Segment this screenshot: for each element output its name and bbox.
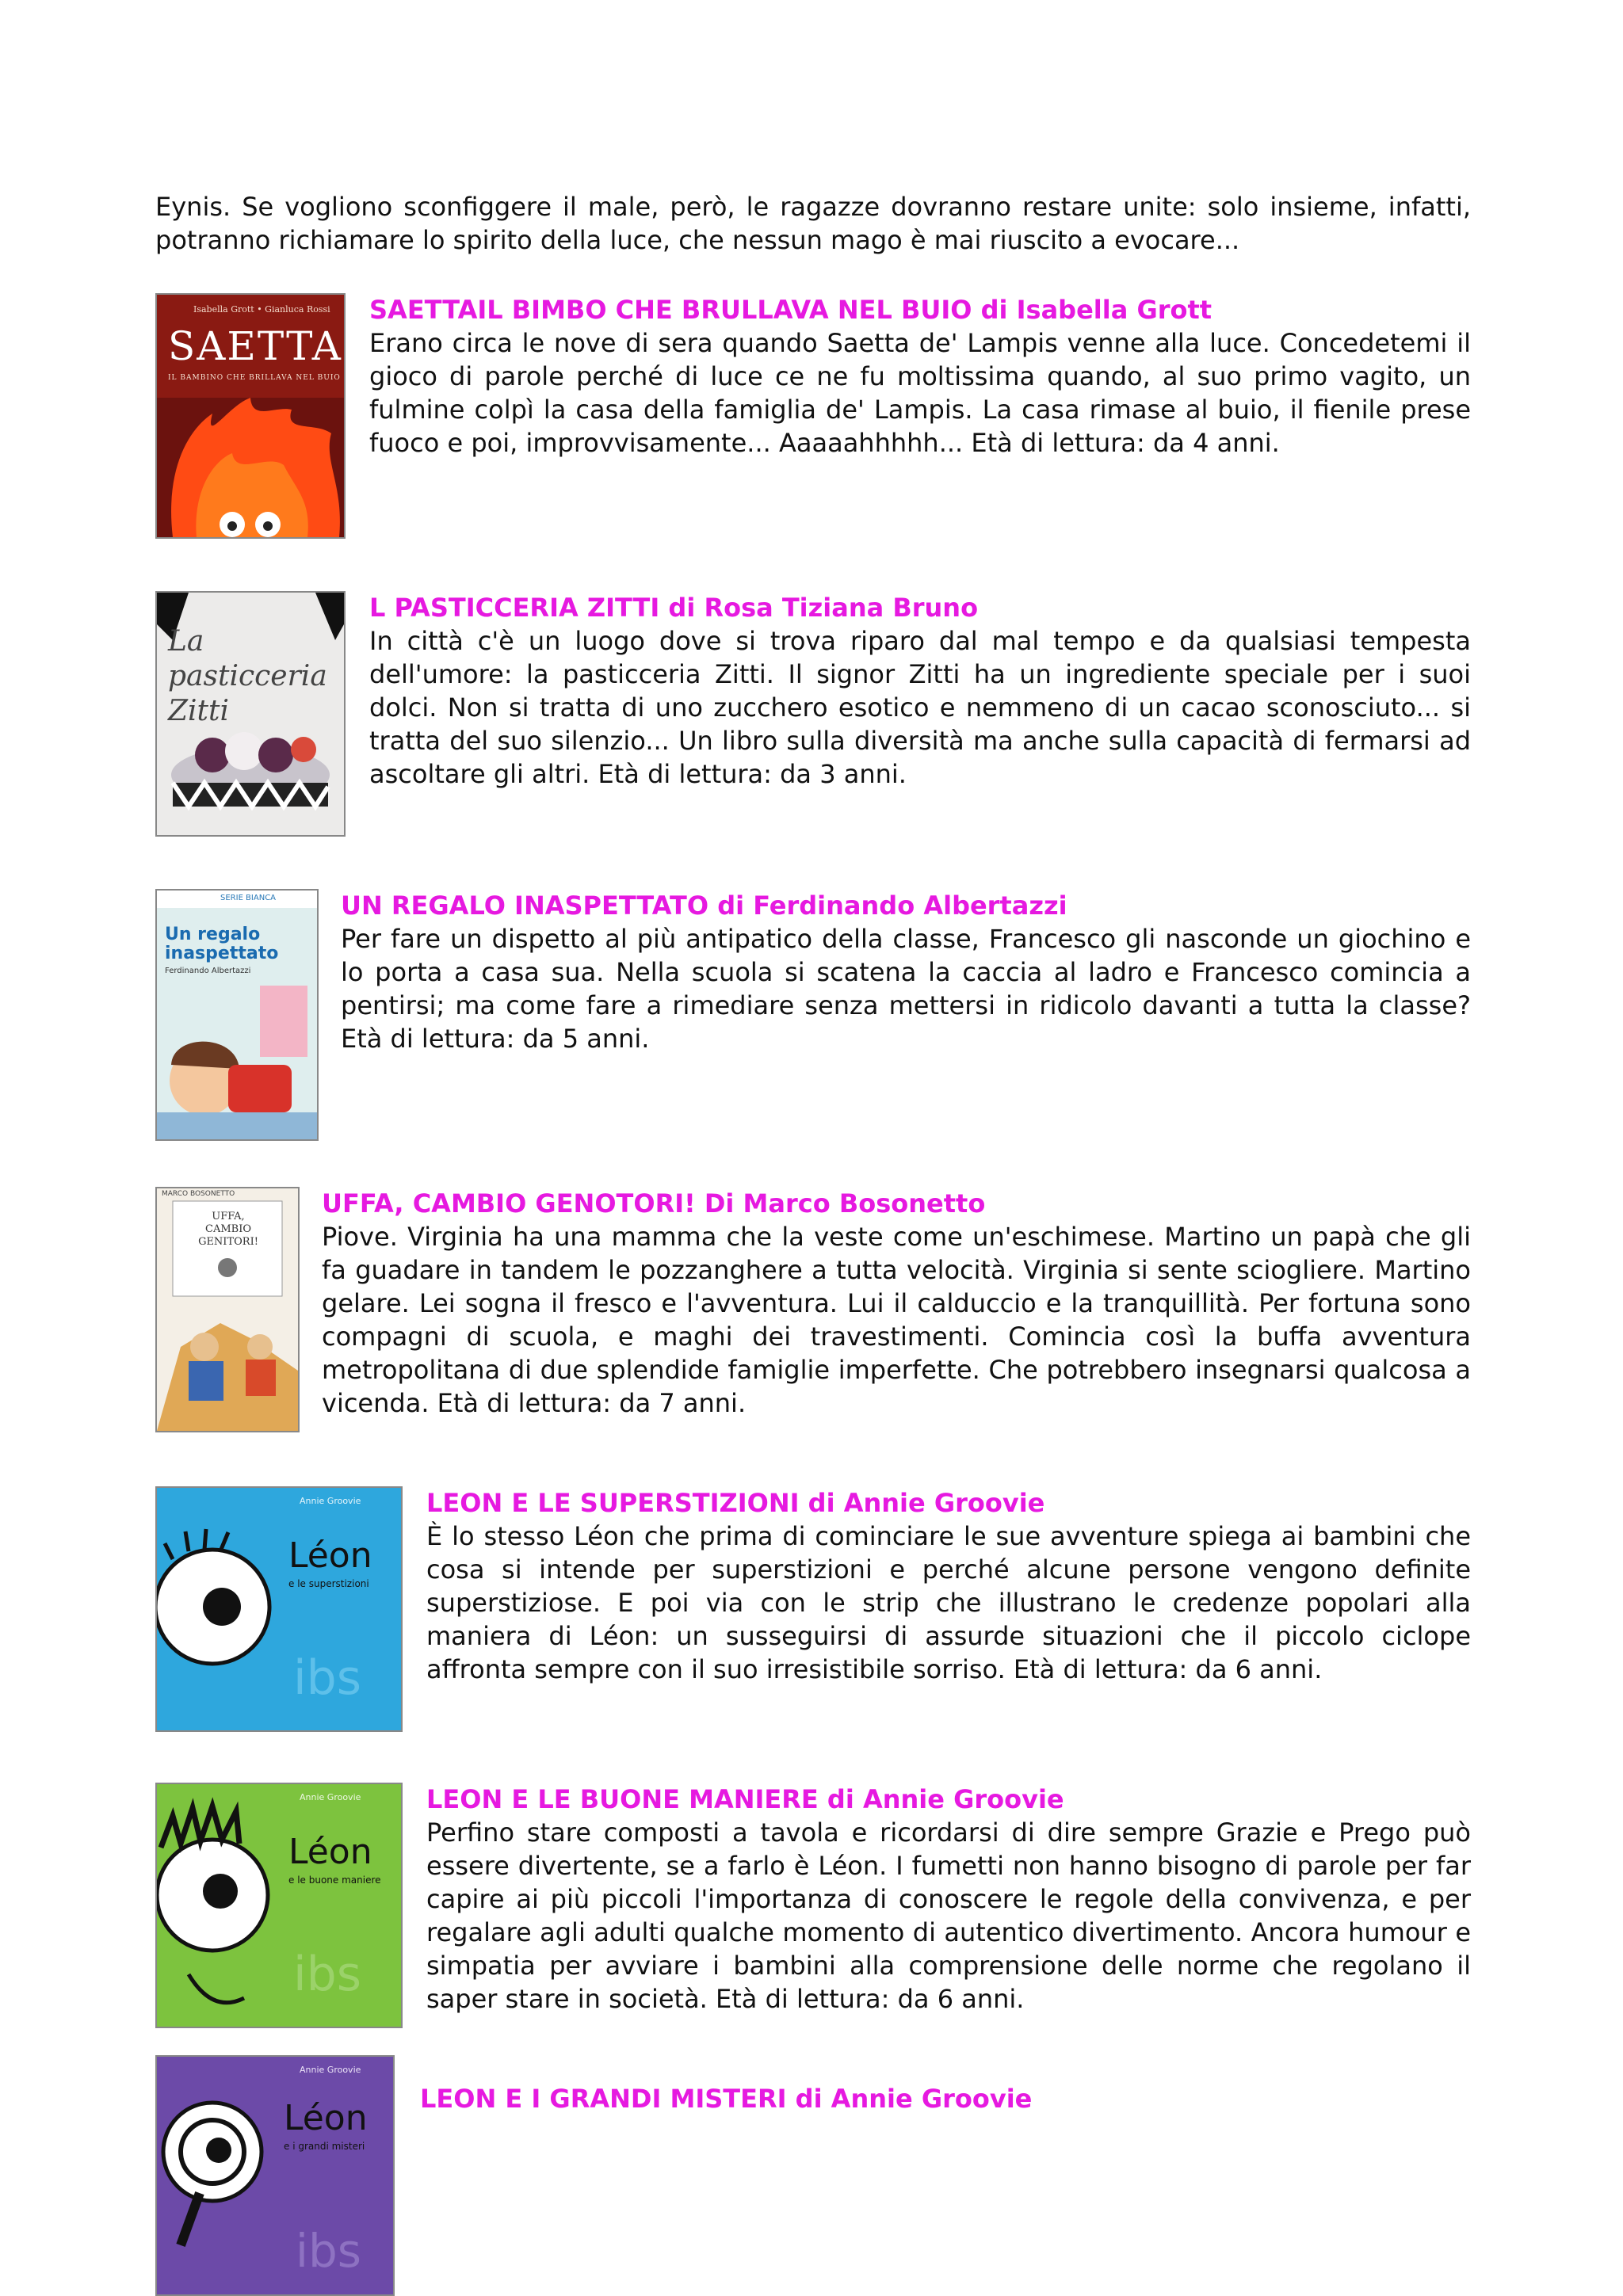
intro-paragraph: Eynis. Se vogliono sconfiggere il male, però, le ragazze dovranno restare unite: solo insieme, infatti, potranno richiamare lo spirito della luce, che nessun mago è mai riuscito a evocare... xyxy=(155,192,1471,255)
book-entry-leon-maniere xyxy=(426,1783,1471,2016)
book-title: UN REGALO INASPETTATO di Ferdinando Albertazzi xyxy=(341,891,1067,921)
cover-saetta-authors: Isabella Grott • Gianluca Rossi xyxy=(193,304,330,315)
cover-saetta-title: SAETTA xyxy=(168,323,342,369)
cover-leon-misteri-title: Léon xyxy=(284,2098,368,2138)
cover-uffa-title: UFFA, CAMBIO GENITORI! xyxy=(198,1211,258,1248)
book-cover-pasticceria xyxy=(155,591,346,837)
book-cover-leon-superstizioni xyxy=(155,1486,403,1732)
cover-leon-superstizioni-title: Léon xyxy=(288,1535,372,1576)
book-description: Perfino stare composti a tavola e ricordarsi di dire sempre Grazie e Prego può essere divertente, se a farlo è Léon. I fumetti non hanno bisogno di parole per far capire ai più piccoli l'importanza di conoscere le regole della convivenza, e per regalare agli adulti qualche momento di autentico divertimento. Ancora humour e simpatia per avviare i bambini alla comprensione delle norme che regolano il saper stare in società. Età di lettura: da 6 anni. xyxy=(426,1817,1471,2014)
cover-uffa-author: MARCO BOSONETTO xyxy=(162,1190,235,1198)
book-description: Per fare un dispetto al più antipatico della classe, Francesco gli nasconde un giochino e lo porta a casa sua. Nella scuola si scatena la caccia al ladro e Francesco comincia a pentirsi; ma come fare a rimediare senza mettersi in ridicolo davanti a tutta la classe? Età di lettura: da 5 anni. xyxy=(341,924,1471,1054)
book-title: SAETTAIL BIMBO CHE BRULLAVA NEL BUIO di Isabella Grott xyxy=(369,295,1212,325)
book-title: L PASTICCERIA ZITTI di Rosa Tiziana Bruno xyxy=(369,593,979,623)
cover-leon-superstizioni-subtitle: e le superstizioni xyxy=(288,1578,369,1589)
cover-leon-maniere-author: Annie Groovie xyxy=(300,1792,361,1802)
book-title: UFFA, CAMBIO GENOTORI! Di Marco Bosonetto xyxy=(322,1188,986,1219)
book-entry-uffa xyxy=(322,1187,1471,1420)
book-entry-leon-superstizioni xyxy=(426,1486,1471,1686)
book-cover-uffa xyxy=(155,1187,300,1432)
svg-text:ibs: ibs xyxy=(292,1947,361,2002)
book-title: LEON E LE SUPERSTIZIONI di Annie Groovie xyxy=(426,1488,1045,1518)
leon-maniere-cover-art xyxy=(157,1784,401,2027)
svg-text:ibs: ibs xyxy=(295,2224,361,2278)
cover-leon-misteri-subtitle: e i grandi misteri xyxy=(284,2141,365,2152)
cover-pasticceria-title: La pasticceria Zitti xyxy=(168,625,327,727)
svg-text:ibs: ibs xyxy=(292,1650,361,1706)
cover-regalo-series: SERIE BIANCA xyxy=(220,894,277,902)
book-entry-pasticceria xyxy=(369,591,1471,791)
cover-regalo-author: Ferdinando Albertazzi xyxy=(165,967,251,975)
cover-leon-superstizioni-author: Annie Groovie xyxy=(300,1496,361,1506)
book-cover-leon-misteri xyxy=(155,2055,395,2296)
book-description: Erano circa le nove di sera quando Saetta de' Lampis venne alla luce. Concedetemi il gioco di parole perché di luce ce ne fu moltissima quando, al suo primo vagito, un fulmine colpì la casa della famiglia de' Lampis. La casa rimase al buio, il fienile prese fuoco e poi, improvvisamente... Aaaaahhhhh... Età di lettura: da 4 anni. xyxy=(369,328,1471,458)
book-entry-regalo xyxy=(341,889,1471,1055)
book-description: Piove. Virginia ha una mamma che la veste come un'eschimese. Martino un papà che gli fa guadare in tandem le pozzanghere a tutta velocità. Virginia si sente sciogliere. Martino gelare. Lei sogna il fresco e l'avventura. Lui il calduccio e la tranquillità. Per fortuna sono compagni di scuola, e maghi dei travestimenti. Comincia così la buffa avventura metropolitana di due splendide famiglie imperfette. Che potrebbero insegnarsi qualcosa a vicenda. Età di lettura: da 7 anni. xyxy=(322,1222,1471,1418)
book-cover-saetta xyxy=(155,293,346,539)
book-title: LEON E LE BUONE MANIERE di Annie Groovie xyxy=(426,1784,1064,1814)
book-entry-saetta xyxy=(369,293,1471,460)
cover-leon-maniere-subtitle: e le buone maniere xyxy=(288,1875,381,1886)
book-entry-leon-misteri xyxy=(420,2082,1471,2115)
cover-regalo-title: Un regalo inaspettato xyxy=(165,925,279,963)
cover-leon-maniere-title: Léon xyxy=(288,1832,372,1872)
book-description: In città c'è un luogo dove si trova riparo dal mal tempo e da qualsiasi tempesta dell'umore: la pasticceria Zitti. Il signor Zitti ha un ingrediente speciale per i suoi dolci. Non si tratta di uno zucchero esotico e nemmeno di un cacao sconosciuto... si tratta del suo silenzio... Un libro sulla diversità ma anche sulla capacità di fermarsi ad ascoltare gli altri. Età di lettura: da 3 anni. xyxy=(369,626,1471,789)
leon-superstizioni-cover-art xyxy=(157,1488,401,1730)
cover-saetta-subtitle: IL BAMBINO CHE BRILLAVA NEL BUIO xyxy=(168,374,341,382)
book-description: È lo stesso Léon che prima di cominciare le sue avventure spiega ai bambini che cosa si intende per superstizioni e perché alcune persone vengono definite superstiziose. E poi via con le strip che illustrano le credenze popolari alla maniera di Léon: un susseguirsi di assurde situazioni che il piccolo ciclope affronta sempre con il suo irresistibile sorriso. Età di lettura: da 6 anni. xyxy=(426,1521,1471,1684)
book-cover-leon-maniere xyxy=(155,1783,403,2028)
book-title: LEON E I GRANDI MISTERI di Annie Groovie xyxy=(420,2084,1033,2114)
leon-misteri-cover-art xyxy=(157,2057,393,2296)
book-cover-regalo xyxy=(155,889,319,1141)
cover-leon-misteri-author: Annie Groovie xyxy=(300,2065,361,2075)
